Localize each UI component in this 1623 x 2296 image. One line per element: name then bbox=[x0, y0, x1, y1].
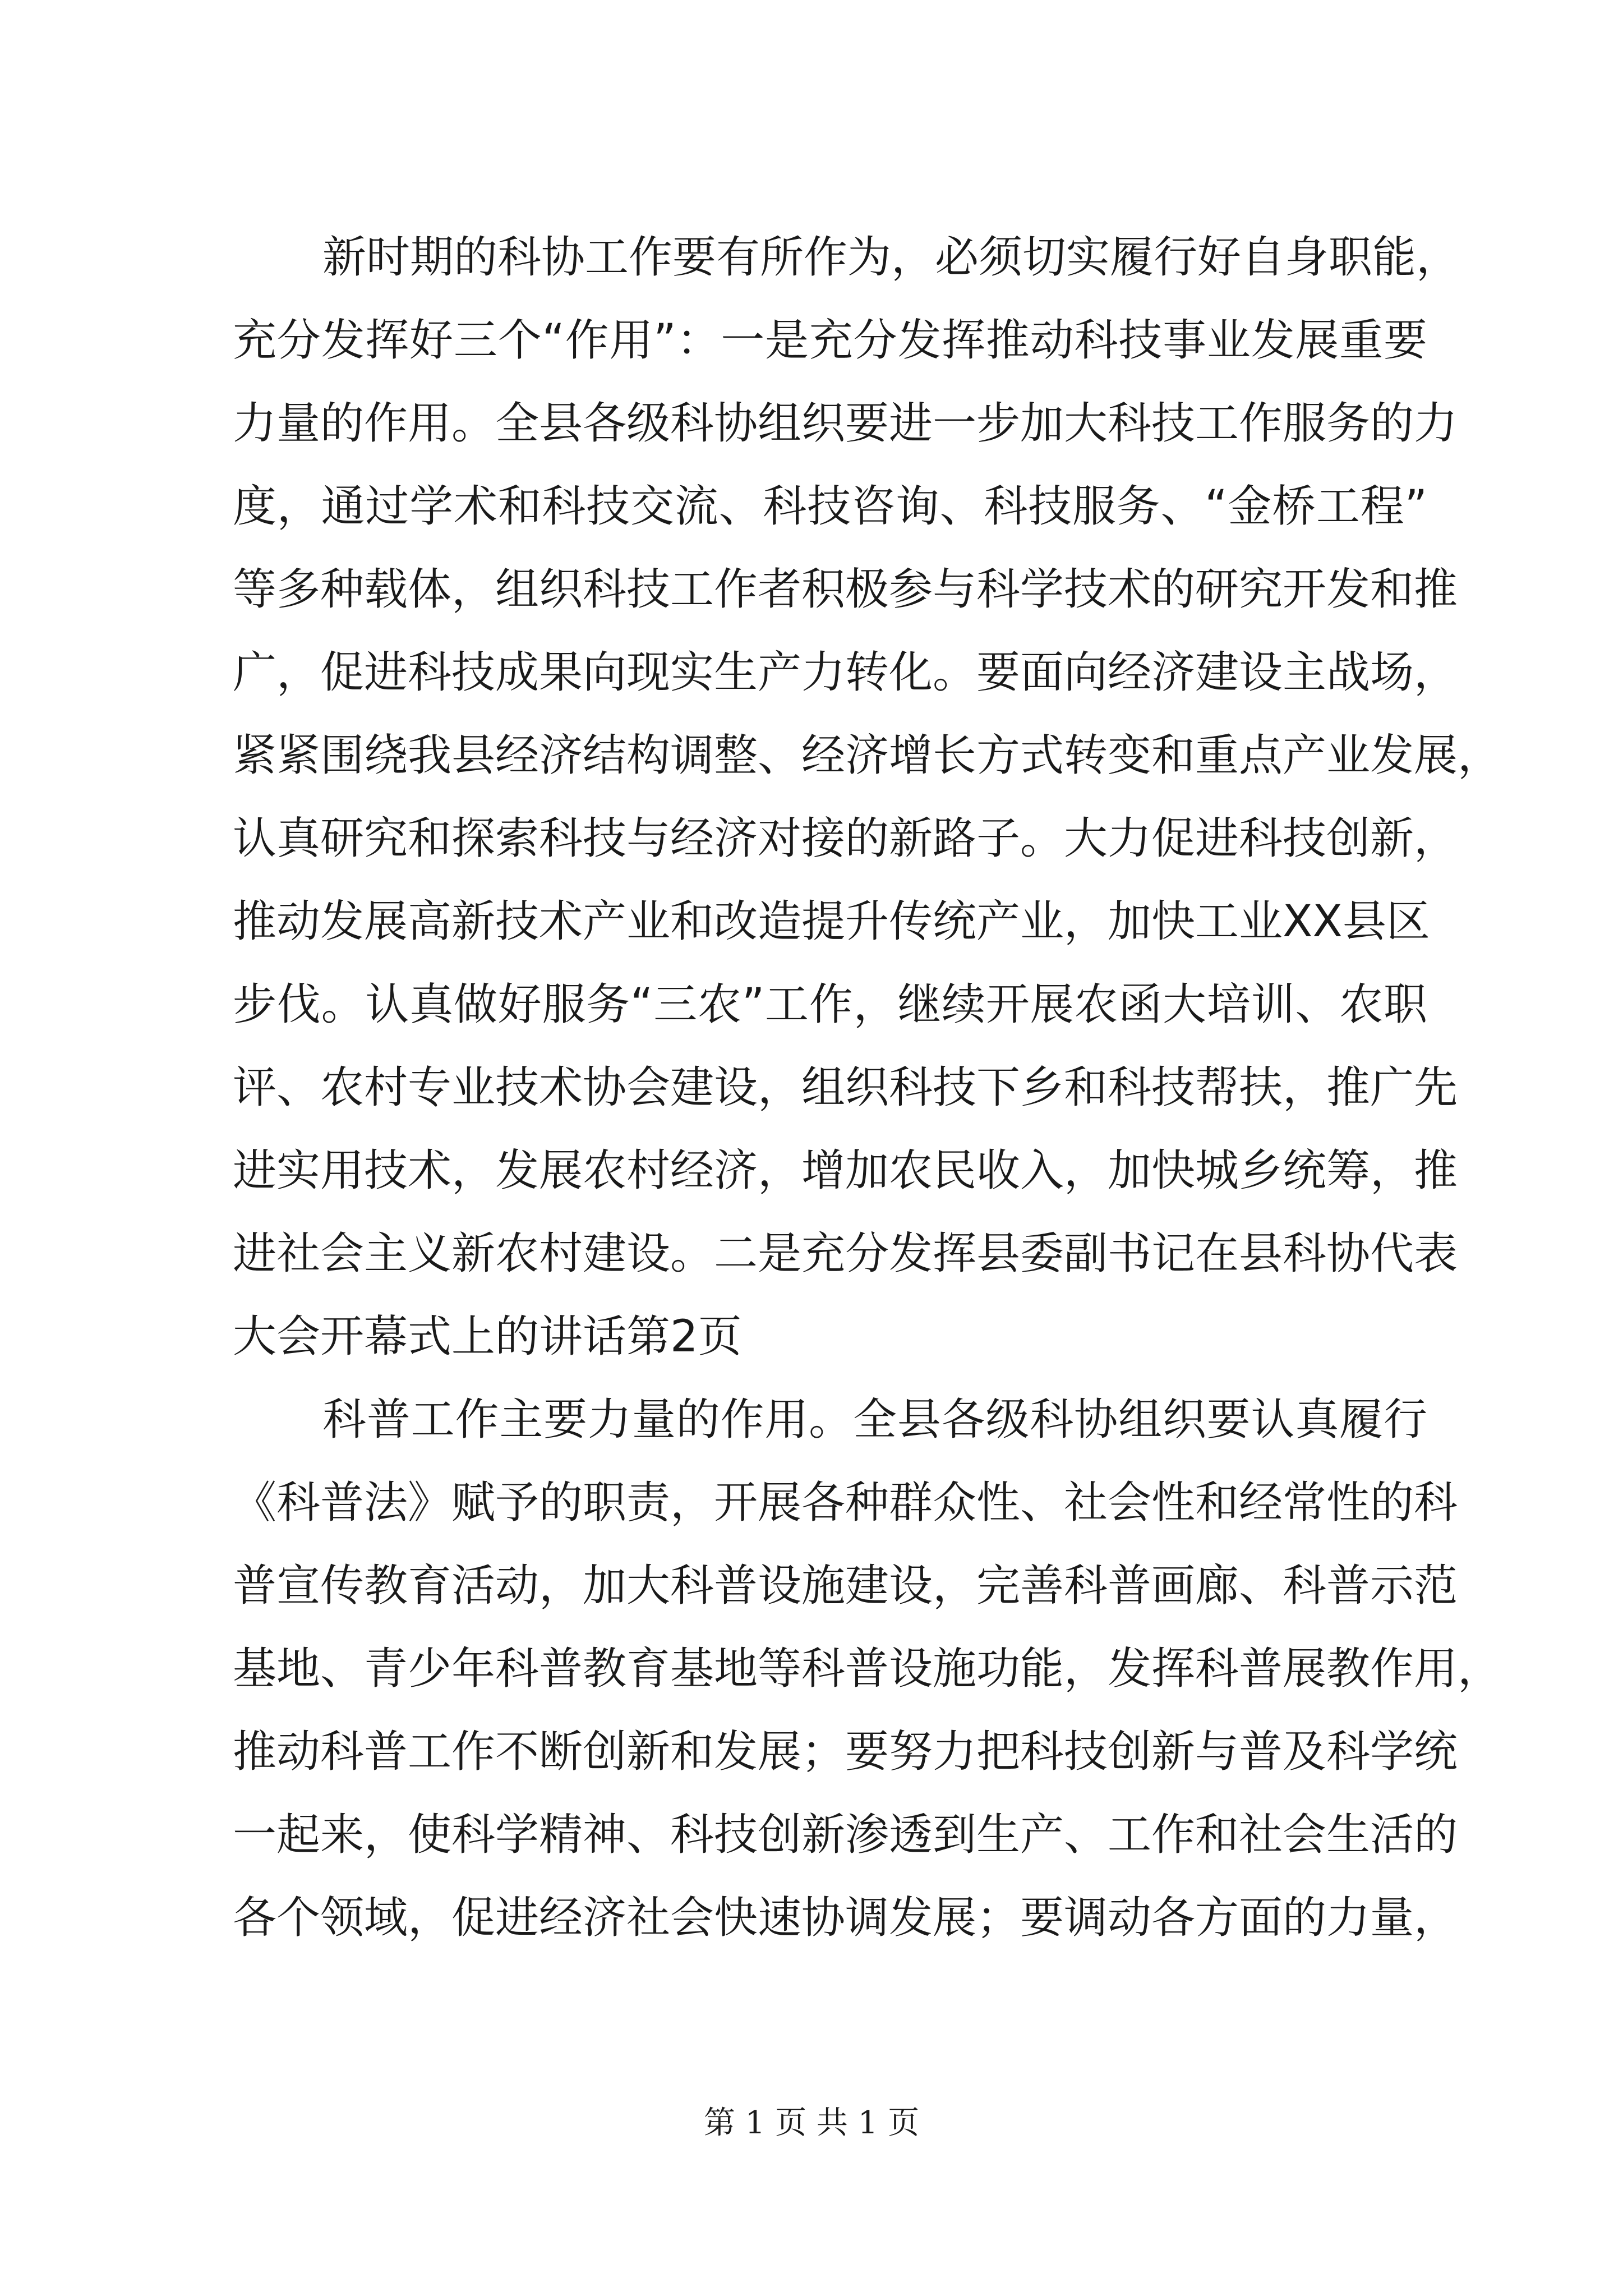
paragraph-line: 推动科普工作不断创新和发展；要努力把科技创新与普及科学统 bbox=[233, 1727, 1458, 1777]
paragraph-line: 各个领域，促进经济社会快速协调发展；要调动各方面的力量， bbox=[233, 1893, 1458, 1943]
paragraph-line: 《科普法》赋予的职责，开展各种群众性、社会性和经常性的科 bbox=[233, 1478, 1458, 1528]
paragraph-line: 进实用技术，发展农村经济，增加农民收入，加快城乡统筹，推 bbox=[233, 1145, 1458, 1196]
paragraph-line: 评、农村专业技术协会建设，组织科技下乡和科技帮扶，推广先 bbox=[233, 1062, 1458, 1113]
paragraph-line: 充分发挥好三个“作用”：一是充分发挥推动科技事业发展重要 bbox=[233, 315, 1427, 366]
paragraph-line: 广，促进科技成果向现实生产力转化。要面向经济建设主战场， bbox=[233, 647, 1458, 698]
document-body bbox=[233, 216, 1502, 1959]
paragraph-line: 推动发展高新技术产业和改造提升传统产业，加快工业XX县区 bbox=[233, 896, 1430, 947]
paragraph-line: 进社会主义新农村建设。二是充分发挥县委副书记在县科协代表 bbox=[233, 1228, 1458, 1279]
paragraph-line: 一起来，使科学精神、科技创新渗透到生产、工作和社会生活的 bbox=[233, 1810, 1458, 1860]
paragraph-line: 基地、青少年科普教育基地等科普设施功能，发挥科普展教作用， bbox=[233, 1644, 1502, 1694]
paragraph-line: 度，通过学术和科技交流、科技咨询、科技服务、“金桥工程” bbox=[233, 481, 1427, 532]
paragraph-line: 科普工作主要力量的作用。全县各级科协组织要认真履行 bbox=[322, 1395, 1427, 1445]
paragraph-line: 步伐。认真做好服务“三农”工作，继续开展农函大培训、农职 bbox=[233, 979, 1427, 1030]
paragraph-line: 大会开幕式上的讲话第2页 bbox=[233, 1312, 742, 1362]
paragraph-line: 紧紧围绕我县经济结构调整、经济增长方式转变和重点产业发展， bbox=[233, 730, 1502, 781]
paragraph-line: 新时期的科协工作要有所作为，必须切实履行好自身职能， bbox=[322, 232, 1460, 283]
paragraph-line: 等多种载体，组织科技工作者积极参与科学技术的研究开发和推 bbox=[233, 564, 1458, 615]
page-footer: 第 1 页 共 1 页 bbox=[703, 2105, 920, 2141]
paragraph-line: 力量的作用。全县各级科协组织要进一步加大科技工作服务的力 bbox=[233, 398, 1458, 449]
paragraph-line: 认真研究和探索科技与经济对接的新路子。大力促进科技创新， bbox=[233, 813, 1458, 864]
paragraph-line: 普宣传教育活动，加大科普设施建设，完善科普画廊、科普示范 bbox=[233, 1561, 1458, 1611]
